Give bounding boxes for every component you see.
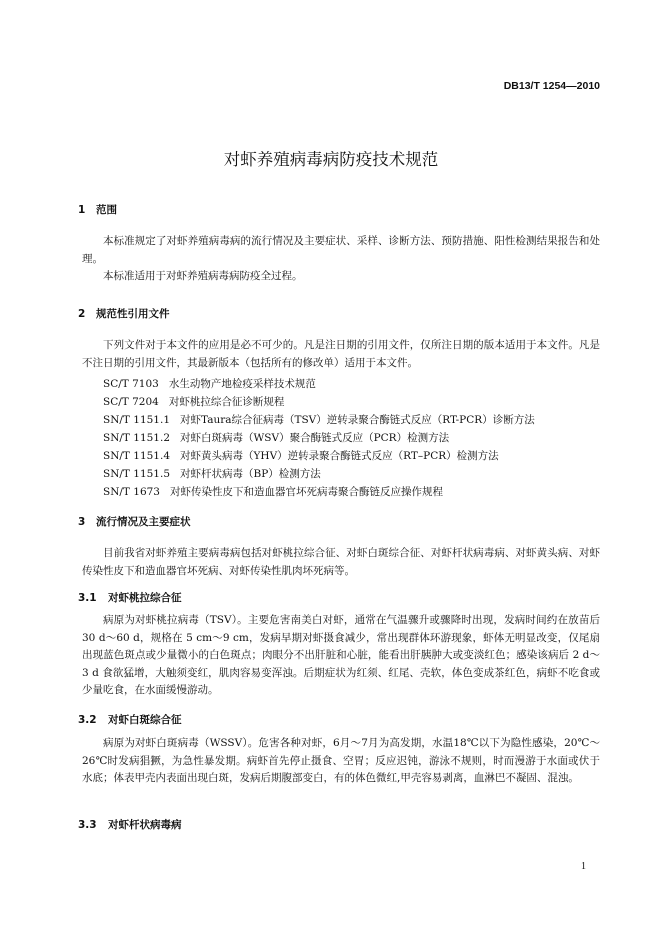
reference-code: SC/T 7103 <box>103 378 159 390</box>
reference-item <box>103 447 535 465</box>
section-1-paragraph-2: 本标准适用于对虾养殖病毒病防疫全过程。 <box>103 270 303 282</box>
normative-references-list <box>103 375 535 501</box>
section-1-heading <box>78 202 117 217</box>
section-number: 2 <box>78 308 86 320</box>
section-3-heading <box>78 514 191 529</box>
subsection-title: 对虾杆状病毒病 <box>108 819 182 831</box>
section-title: 范围 <box>96 204 117 216</box>
subsection-number: 3.2 <box>78 714 97 726</box>
section-number: 1 <box>78 204 86 216</box>
reference-item <box>103 429 535 447</box>
reference-title: 水生动物产地检疫采样技术规范 <box>168 378 316 390</box>
section-title: 规范性引用文件 <box>96 308 170 320</box>
document-title: 对虾养殖病毒病防疫技术规范 <box>223 150 439 169</box>
section-3-paragraph-1: 目前我省对虾养殖主要病毒病包括对虾桃拉综合征、对虾白斑综合征、对虾杆状病毒病、对虾黄头病、对虾传染性皮下和造血器官坏死病、对虾传染性肌肉坏死病等。 <box>82 547 600 577</box>
standard-code: DB13/T 1254—2010 <box>503 80 600 92</box>
reference-item <box>103 483 535 501</box>
section-2-heading <box>78 306 170 321</box>
section-1-paragraph-1: 本标准规定了对虾养殖病毒病的流行情况及主要症状、采样、诊断方法、预防措施、阳性检测结果报告和处理。 <box>82 235 600 265</box>
reference-title: 对虾桃拉综合征诊断规程 <box>168 396 285 408</box>
reference-code: SN/T 1673 <box>103 486 160 498</box>
subsection-number: 3.3 <box>78 819 97 831</box>
reference-item <box>103 375 535 393</box>
section-number: 3 <box>78 516 86 528</box>
reference-code: SN/T 1151.2 <box>103 432 170 444</box>
section-title: 流行情况及主要症状 <box>96 516 191 528</box>
subsection-title: 对虾白斑综合征 <box>108 714 182 726</box>
subsection-3-2-paragraph: 病原为对虾白斑病毒（WSSV）。危害各种对虾，6月～7月为高发期，水温18℃以下为隐性感染，20℃～26℃时发病猖獗，为急性暴发期。病虾首先停止摄食、空胃；反应迟钝，游泳不规则，时而漫游于水面或伏于水底；体表甲壳内表面出现白斑，发病后期腹部变白，有的体色微红,甲壳容易剥离，血淋巴不凝固、混浊。 <box>82 737 600 784</box>
section-2-paragraph-1: 下列文件对于本文件的应用是必不可少的。凡是注日期的引用文件，仅所注日期的版本适用于本文件。凡是不注日期的引用文件，其最新版本（包括所有的修改单）适用于本文件。 <box>82 339 600 369</box>
reference-code: SC/T 7204 <box>103 396 159 408</box>
subsection-3-1-heading <box>78 590 182 605</box>
subsection-3-3-heading <box>78 817 182 832</box>
reference-code: SN/T 1151.1 <box>103 414 170 426</box>
subsection-title: 对虾桃拉综合征 <box>108 592 182 604</box>
page-number: 1 <box>581 861 586 872</box>
reference-item <box>103 393 535 411</box>
reference-title: 对虾白斑病毒（WSV）聚合酶链式反应（PCR）检测方法 <box>180 432 450 444</box>
subsection-3-1-paragraph: 病原为对虾桃拉病毒（TSV）。主要危害南美白对虾，通常在气温骤升或骤降时出现，发病时间约在放苗后 30 d～60 d，规格在 5 cm～9 cm，发病早期对虾摄食减少，常出现群体环游现象，虾体无明显改变，仅尾扇出现蓝色斑点或少量微小的白色斑点；肉眼分不出肝脏和心脏，能看出肝胰肿大或变淡红色；感染该病后 2 d～3 d 食欲猛增，大触须变红，肌肉容易变浑浊。后期症状为红须、红尾、壳软，体色变成茶红色，病虾不吃食或少量吃食，在水面缓慢游动。 <box>82 614 600 696</box>
reference-title: 对虾杆状病毒（BP）检测方法 <box>180 468 321 480</box>
reference-code: SN/T 1151.4 <box>103 450 170 462</box>
reference-item <box>103 465 535 483</box>
reference-title: 对虾Taura综合征病毒（TSV）逆转录聚合酶链式反应（RT-PCR）诊断方法 <box>180 414 535 426</box>
reference-title: 对虾传染性皮下和造血器官坏死病毒聚合酶链反应操作规程 <box>169 486 443 498</box>
subsection-3-2-heading <box>78 712 182 727</box>
reference-code: SN/T 1151.5 <box>103 468 170 480</box>
subsection-number: 3.1 <box>78 592 97 604</box>
reference-item <box>103 411 535 429</box>
reference-title: 对虾黄头病毒（YHV）逆转录聚合酶链式反应（RT–PCR）检测方法 <box>180 450 499 462</box>
